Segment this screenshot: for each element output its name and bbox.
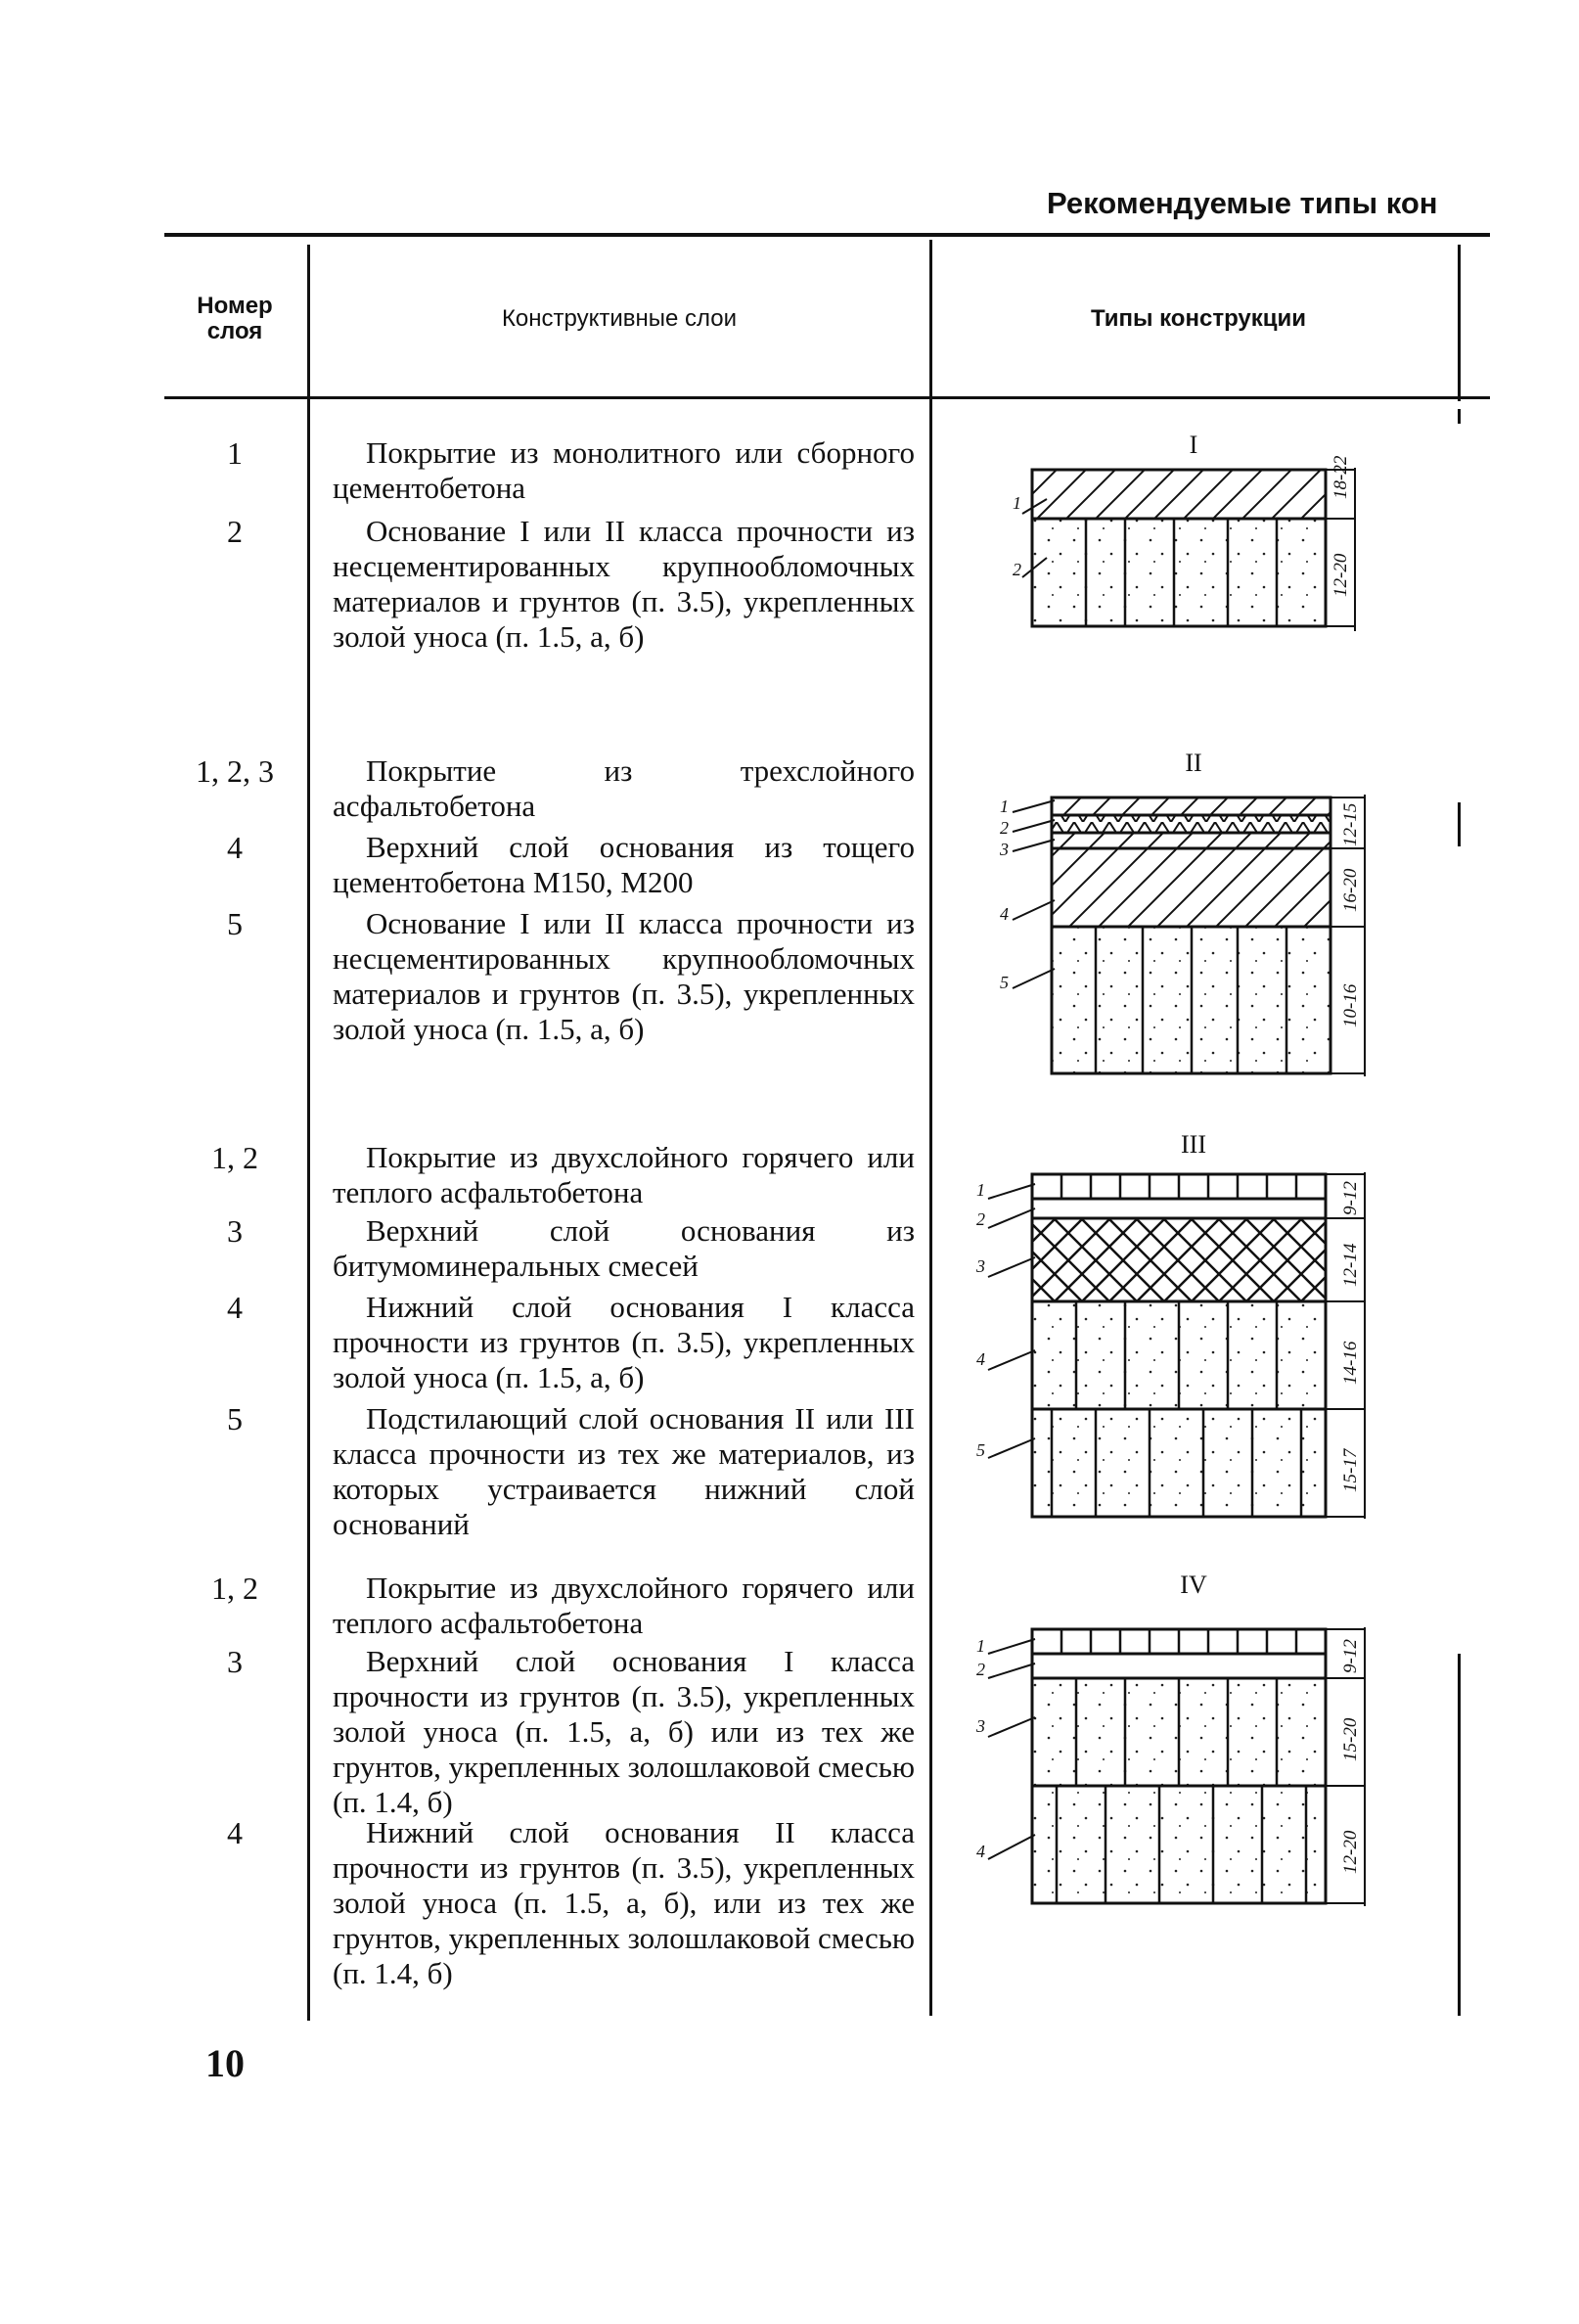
diagram-layer-asphalt-bottom xyxy=(1032,1199,1326,1218)
layer-number: 1, 2, 3 xyxy=(196,753,274,789)
diagram-layer-label: 4 xyxy=(1000,904,1009,924)
diagram-layer-label: 2 xyxy=(976,1209,985,1229)
thickness-label: 9-12 xyxy=(1340,1639,1361,1673)
thickness-label: 12-20 xyxy=(1331,553,1351,597)
construction-type-label: II xyxy=(1185,749,1202,777)
layer-number: 1 xyxy=(227,435,243,471)
diagram-type-ii xyxy=(1013,795,1365,1076)
thickness-label: 16-20 xyxy=(1340,868,1361,912)
diagram-layer-label: 4 xyxy=(976,1842,985,1861)
diagram-layer-subbase xyxy=(1032,1409,1326,1517)
diagram-layer-label: 1 xyxy=(976,1180,985,1200)
diagram-layer-label: 1 xyxy=(1000,797,1009,816)
layer-number: 3 xyxy=(227,1644,243,1679)
layer-description: Основание I или II класса прочности из несцементированных крупнообломочных материалов и грунтов (п. 3.5), укрепленных золой уноса (п. 1.5, а, б) xyxy=(333,906,915,1046)
thickness-label: 12-15 xyxy=(1340,802,1361,846)
layer-number: 4 xyxy=(227,1290,243,1325)
construction-type-label: III xyxy=(1181,1130,1206,1159)
layer-number: 1, 2 xyxy=(211,1571,258,1606)
layer-description: Нижний слой основания I класса прочности из грунтов (п. 3.5), укрепленных золой уноса (п. 1.5, а, б) xyxy=(333,1290,915,1394)
diagram-layer-asphalt-1 xyxy=(1052,797,1331,815)
construction-type-label: I xyxy=(1189,431,1198,459)
layer-description: Верхний слой основания из битумоминеральных смесей xyxy=(333,1213,915,1283)
header-layers: Конструктивные слои xyxy=(501,305,738,332)
diagram-layer-label: 2 xyxy=(976,1660,985,1679)
diagram-layer-label: 5 xyxy=(976,1440,985,1460)
thickness-label: 10-16 xyxy=(1340,983,1361,1027)
diagram-layer-label: 3 xyxy=(1000,840,1009,859)
layer-number: 2 xyxy=(227,514,243,549)
header-types: Типы конструкции xyxy=(1090,305,1307,332)
layer-number: 4 xyxy=(227,1815,243,1850)
diagram-layer-base xyxy=(1032,519,1326,626)
layer-number: 1, 2 xyxy=(211,1140,258,1175)
layer-description: Покрытие из трехслойного асфальтобетона xyxy=(333,753,915,823)
thickness-label: 12-20 xyxy=(1340,1830,1361,1874)
diagram-layer-asphalt-bottom xyxy=(1032,1654,1326,1678)
diagram-layer-lean-concrete xyxy=(1052,848,1331,927)
diagram-layer-asphalt-2 xyxy=(1052,815,1331,833)
diagram-layer-label: 2 xyxy=(1013,560,1021,579)
layer-description: Основание I или II класса прочности из несцементированных крупнообломочных материалов и грунтов (п. 3.5), укрепленных золой уноса (п. 1.5, а, б) xyxy=(333,514,915,654)
diagram-type-iv xyxy=(988,1627,1365,1906)
diagram-type-i xyxy=(1022,468,1355,631)
diagram-layer-asphalt-3 xyxy=(1052,833,1331,848)
layer-number: 5 xyxy=(227,906,243,941)
layer-description: Нижний слой основания II класса прочности из грунтов (п. 3.5), укрепленных золой уноса (п. 1.5, а, б), или из тех же грунтов, укрепленных золошлаковой смесью (п. 1.4, б) xyxy=(333,1815,916,1990)
diagram-layer-label: 3 xyxy=(976,1716,985,1736)
thickness-label: 12-14 xyxy=(1340,1243,1361,1287)
diagram-layer-label: 3 xyxy=(976,1256,985,1276)
thickness-label: 15-20 xyxy=(1340,1717,1361,1761)
running-title: Рекомендуемые типы кон xyxy=(1047,186,1438,220)
thickness-label: 18-22 xyxy=(1331,455,1351,499)
diagram-layer-bitumen xyxy=(1032,1218,1326,1301)
header-layer-number: Номер слоя xyxy=(197,293,273,344)
thickness-label: 15-17 xyxy=(1340,1448,1361,1492)
page-number: 10 xyxy=(205,2041,245,2085)
diagram-layer-label: 5 xyxy=(1000,973,1009,992)
layer-description: Верхний слой основания I класса прочности из грунтов (п. 3.5), укрепленных золой уноса (п. 1.5, а, б) или из тех же грунтов, укрепленных золошлаковой смесью (п. 1.4, б) xyxy=(333,1644,916,1819)
thickness-label: 14-16 xyxy=(1340,1341,1361,1385)
diagram-layer-label: 1 xyxy=(976,1636,985,1656)
diagram-layer-label: 4 xyxy=(976,1349,985,1369)
layer-description: Подстилающий слой основания II или III класса прочности из тех же материалов, из которых устраивается нижний слой оснований xyxy=(333,1401,915,1541)
diagram-layer-label: 1 xyxy=(1013,493,1021,513)
layer-number: 5 xyxy=(227,1401,243,1436)
diagram-layer-label: 2 xyxy=(1000,818,1009,838)
layer-description: Верхний слой основания из тощего цементобетона М150, М200 xyxy=(333,830,915,899)
diagram-layer-cement-concrete xyxy=(1032,470,1326,519)
diagram-layer-lower-base xyxy=(1032,1786,1326,1903)
layer-description: Покрытие из двухслойного горячего или теплого асфальтобетона xyxy=(333,1140,915,1209)
layer-description: Покрытие из двухслойного горячего или теплого асфальтобетона xyxy=(333,1571,915,1640)
construction-type-label: IV xyxy=(1180,1571,1207,1599)
thickness-label: 9-12 xyxy=(1340,1181,1361,1215)
layer-description: Покрытие из монолитного или сборного цементобетона xyxy=(333,435,915,505)
diagram-type-iii xyxy=(988,1172,1365,1519)
layer-number: 4 xyxy=(227,830,243,865)
layer-number: 3 xyxy=(227,1213,243,1249)
